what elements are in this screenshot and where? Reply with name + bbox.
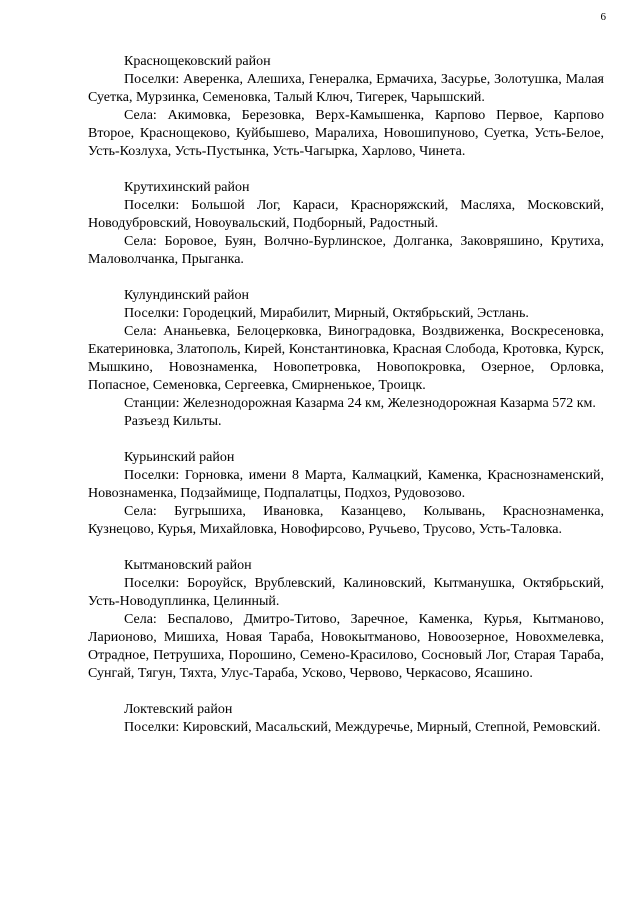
district-title: Кулундинский район <box>124 288 249 303</box>
junction-paragraph: Разъезд Кильты. <box>124 414 222 429</box>
villages-paragraph: Села: Акимовка, Березовка, Верх-Камышенка, Карпово Первое, Карпово Второе, Краснощеково, Куйбышево, Маралиха, Новошипуново, Суетка, Усть-Белое, Усть-Козлуха, Усть-Пустынка, Усть-Чагырка, Харлово, Чинета. <box>88 108 604 159</box>
villages-paragraph: Села: Бугрышиха, Ивановка, Казанцево, Колывань, Краснознаменка, Кузнецово, Курья, Михайловка, Новофирсово, Ручьево, Трусово, Усть-Таловка. <box>88 504 604 537</box>
settlements-paragraph: Поселки: Аверенка, Алешиха, Генералка, Ермачиха, Засурье, Золотушка, Малая Суетка, Мурзинка, Семеновка, Талый Ключ, Тигерек, Чарышский. <box>88 72 604 105</box>
district-section-loktevsky <box>88 701 604 737</box>
district-section-kuryinsky <box>88 449 604 539</box>
page-number: 6 <box>600 11 606 23</box>
district-title: Краснощековский район <box>124 54 271 69</box>
district-section-krutikhinsky <box>88 179 604 269</box>
district-title: Крутихинский район <box>124 180 250 195</box>
district-section-krasnoshchekovsky <box>88 53 604 161</box>
settlements-paragraph: Поселки: Большой Лог, Караси, Красноряжский, Масляха, Московский, Новодубровский, Новоувальский, Подборный, Радостный. <box>88 198 604 231</box>
settlements-paragraph: Поселки: Кировский, Масальский, Междуречье, Мирный, Степной, Ремовский. <box>124 720 601 735</box>
settlements-paragraph: Поселки: Городецкий, Мирабилит, Мирный, Октябрьский, Эстлань. <box>124 306 529 321</box>
district-section-kytmanovsky <box>88 557 604 683</box>
district-title: Кытмановский район <box>124 558 252 573</box>
settlements-paragraph: Поселки: Бороуйск, Врублевский, Калиновский, Кытманушка, Октябрьский, Усть-Новодуплинка, Целинный. <box>88 576 604 609</box>
district-title: Локтевский район <box>124 702 233 717</box>
document-body <box>88 53 604 755</box>
settlements-paragraph: Поселки: Горновка, имени 8 Марта, Калмацкий, Каменка, Краснознаменский, Новознаменка, Подзаймище, Подпалатцы, Подхоз, Рудовозово. <box>88 468 604 501</box>
district-title: Курьинский район <box>124 450 235 465</box>
district-section-kulundinsky <box>88 287 604 431</box>
villages-paragraph: Села: Ананьевка, Белоцерковка, Виноградовка, Воздвиженка, Воскресеновка, Екатериновка, Златополь, Кирей, Константиновка, Красная Слобода, Кротовка, Курск, Мышкино, Новознаменка, Новопетровка, Новопокровка, Озерное, Орловка, Попасное, Семеновка, Сергеевка, Смирненькое, Троицк. <box>88 324 604 393</box>
villages-paragraph: Села: Боровое, Буян, Волчно-Бурлинское, Долганка, Заковряшино, Крутиха, Маловолчанка, Прыганка. <box>88 234 604 267</box>
villages-paragraph: Села: Беспалово, Дмитро-Титово, Заречное, Каменка, Курья, Кытманово, Ларионово, Мишиха, Новая Тараба, Новокытманово, Новоозерное, Новохмелевка, Отрадное, Петрушиха, Порошино, Семено-Красилово, Сосновый Лог, Старая Тараба, Сунгай, Тягун, Тяхта, Улус-Тараба, Усково, Червово, Черкасово, Ясашино. <box>88 612 604 681</box>
stations-paragraph: Станции: Железнодорожная Казарма 24 км, Железнодорожная Казарма 572 км. <box>124 396 596 411</box>
